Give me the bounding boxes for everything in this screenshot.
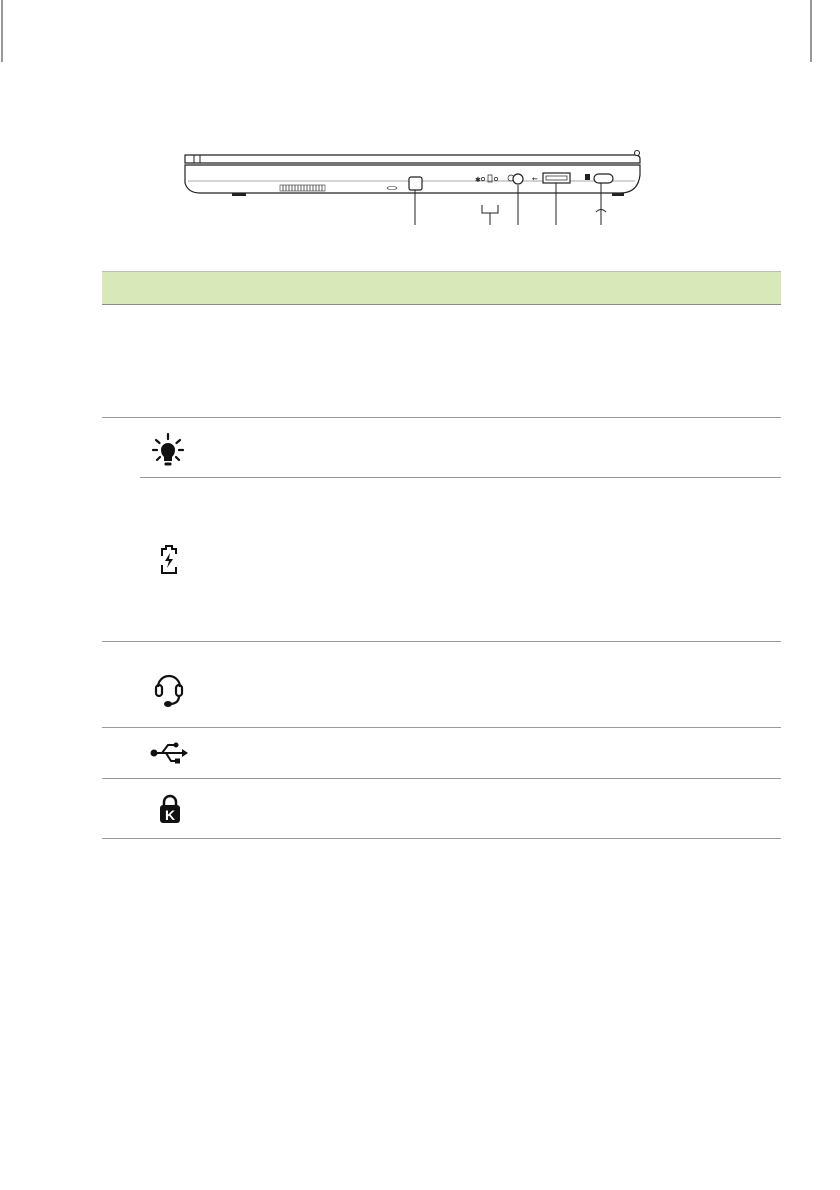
light-bulb-icon	[150, 432, 186, 468]
row-divider	[102, 838, 781, 839]
row-divider	[102, 417, 781, 418]
usb-icon	[148, 741, 190, 765]
row-divider	[102, 727, 781, 728]
table-header-row	[102, 271, 781, 305]
svg-text:K: K	[164, 807, 176, 823]
row-divider	[102, 641, 781, 642]
svg-text:✱: ✱	[475, 176, 481, 184]
laptop-right-side-illustration	[180, 145, 645, 225]
kensington-lock-icon	[158, 794, 182, 824]
pen-silo	[409, 177, 422, 190]
row-divider	[102, 778, 781, 779]
headset-icon	[151, 665, 187, 709]
svg-text:⇜: ⇜	[532, 175, 538, 183]
battery-charging-icon	[158, 544, 180, 576]
row-divider	[140, 477, 781, 478]
